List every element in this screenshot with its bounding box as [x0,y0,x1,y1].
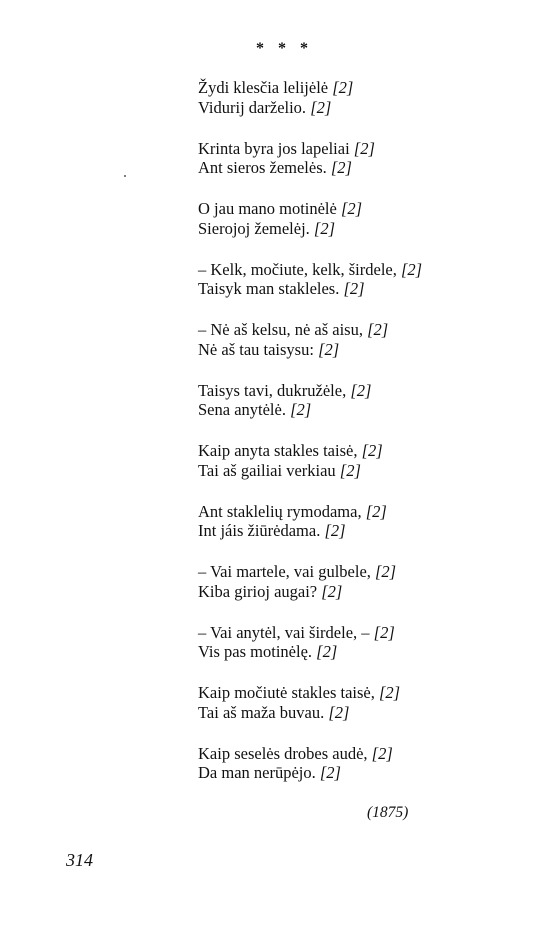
line-text: Vidurij darželio. [198,97,307,117]
repeat-marker: [2] [379,683,401,702]
print-speck [124,175,126,177]
repeat-marker: [2] [319,763,341,782]
stanza [198,502,498,541]
poem-line [198,199,498,219]
line-text: Int jáis žiūrėdama. [198,521,321,540]
repeat-marker: [2] [330,158,352,177]
poem-line [198,279,498,299]
repeat-marker: [2] [353,138,375,158]
poem-line [198,139,498,159]
repeat-marker: [2] [375,562,397,581]
page-number: 314 [66,850,93,870]
poem-line [198,400,498,420]
poem-line [198,461,498,481]
line-text: Žydi klesčia lelijėlė [198,78,329,97]
repeat-marker: [2] [373,622,395,642]
repeat-marker: [2] [350,380,372,400]
poem-year: (1875) [367,804,409,821]
poem-line [198,219,498,239]
line-text: O jau mano motinėlė [198,199,337,218]
repeat-marker: [2] [324,521,346,540]
line-text: Kiba girioj augai? [198,581,318,601]
line-text: Tai aš gailiai verkiau [198,460,336,480]
line-text: – Vai anytėl, vai širdele, – [198,622,370,642]
repeat-marker: [2] [313,218,336,238]
poem-line [198,78,498,98]
line-text: Kaip anyta stakles taisė, [198,441,358,460]
stanza [198,260,498,299]
repeat-marker: [2] [371,743,393,763]
poem-line [198,260,498,280]
line-text: – Vai martele, vai gulbele, [198,562,371,581]
stanza [198,78,498,117]
line-text: Sierojoj žemelėj. [198,218,310,238]
repeat-marker: [2] [340,199,363,218]
stanza [198,562,498,601]
poem-line [198,340,498,360]
stanza [198,381,498,420]
poem-line [198,582,498,602]
poem-line [198,683,498,703]
repeat-marker: [2] [365,501,387,521]
stanza [198,623,498,662]
poem-line [198,763,498,783]
repeat-marker: [2] [318,339,340,359]
repeat-marker: [2] [332,78,354,97]
line-text: Kaip seselės drobes audė, [198,743,368,763]
line-text: Taisyk man stakleles. [198,279,340,298]
section-ornament: * * * [256,40,313,57]
stanza [198,139,498,178]
line-text: Kaip močiutė stakles taisė, [198,683,375,702]
line-text: Ant staklelių rymodama, [198,501,362,521]
poem-body [198,78,498,804]
repeat-marker: [2] [321,581,343,601]
poem-line [198,98,498,118]
line-text: Nė aš tau taisysu: [198,339,314,359]
line-text: Da man nerūpėjo. [198,763,316,782]
poem-line [198,320,498,340]
repeat-marker: [2] [343,279,365,298]
line-text: Taisys tavi, dukružėle, [198,380,347,400]
repeat-marker: [2] [367,320,389,339]
poem-line [198,623,498,643]
repeat-marker: [2] [316,642,338,661]
poem-line [198,703,498,723]
stanza [198,683,498,722]
line-text: – Nė aš kelsu, nė aš aisu, [198,320,363,339]
line-text: Vis pas motinėlę. [198,642,313,661]
line-text: Sena anytėlė. [198,400,286,419]
repeat-marker: [2] [401,259,423,279]
poem-line [198,502,498,522]
repeat-marker: [2] [290,400,312,419]
line-text: Ant sieros žemelės. [198,158,327,177]
poem-line [198,562,498,582]
stanza [198,744,498,783]
stanza [198,320,498,359]
line-text: – Kelk, močiute, kelk, širdele, [198,259,397,279]
repeat-marker: [2] [310,97,332,117]
repeat-marker: [2] [328,702,350,722]
stanza [198,441,498,480]
poem-line [198,521,498,541]
line-text: Tai aš maža buvau. [198,702,325,722]
line-text: Krinta byra jos lapeliai [198,138,350,158]
stanza [198,199,498,238]
repeat-marker: [2] [361,441,383,460]
poem-line [198,381,498,401]
poem-line [198,744,498,764]
poem-line [198,441,498,461]
poem-line [198,642,498,662]
poem-line [198,158,498,178]
repeat-marker: [2] [339,460,361,480]
